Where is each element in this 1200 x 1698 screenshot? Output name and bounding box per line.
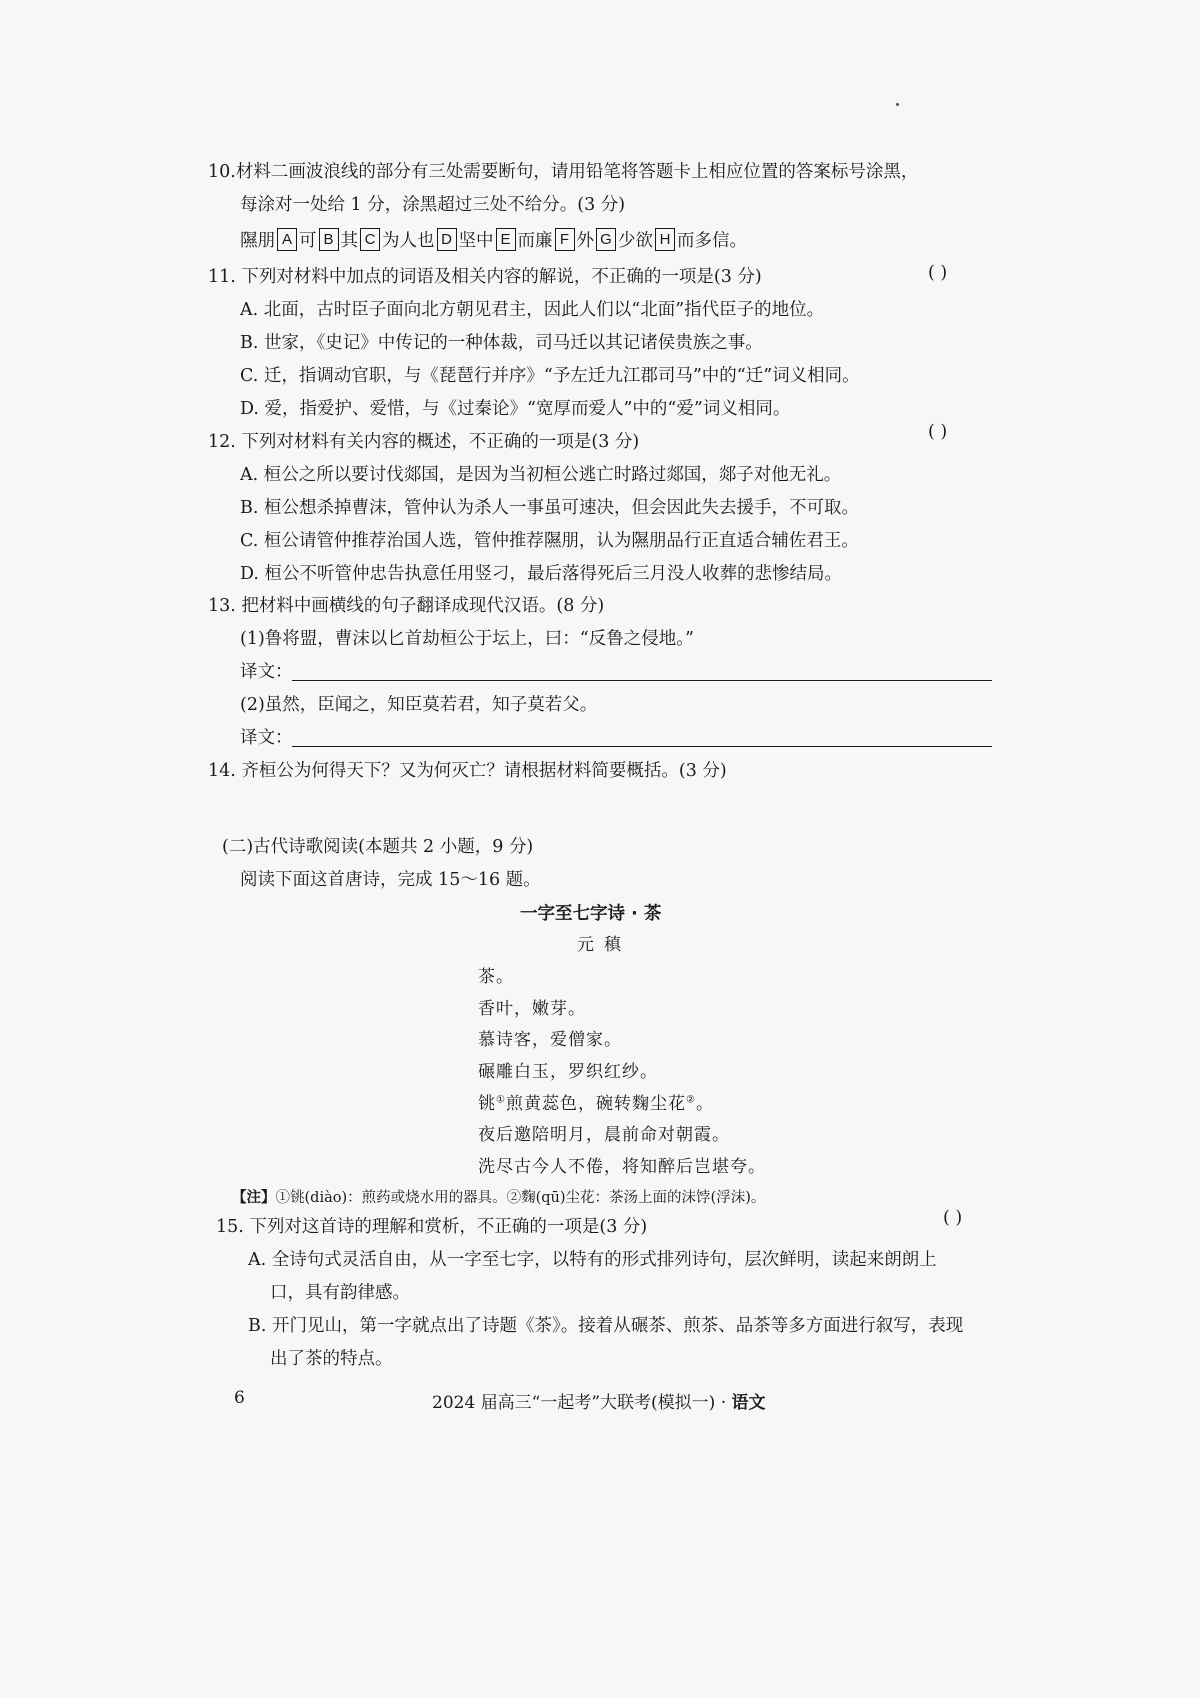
subject-name: 语文: [731, 1393, 766, 1413]
poem-title: 一字至七字诗 · 茶: [520, 904, 662, 924]
poem-footnote: [232, 1186, 765, 1207]
poem-text: 煎黄蕊色，碗转麴尘花: [505, 1094, 686, 1114]
passage-segment: 坚中: [458, 231, 494, 251]
passage-segment: 其: [340, 231, 358, 251]
answer-mark-box[interactable]: D: [437, 228, 457, 251]
q15-stem: 15. 下列对这首诗的理解和赏析，不正确的一项是(3 分): [216, 1217, 648, 1237]
q11-option-b: B. 世家，《史记》中传记的一种体裁，司马迁以其记诸侯贵族之事。: [240, 333, 763, 353]
q15-option-b-line2: 出了茶的特点。: [270, 1349, 393, 1369]
answer-mark-box[interactable]: C: [360, 228, 380, 251]
answer-mark-box[interactable]: E: [496, 228, 516, 251]
q13-translation-label-2: 译文：: [240, 728, 293, 748]
q11-answer-blank[interactable]: ( ): [928, 263, 948, 283]
answer-mark-box[interactable]: F: [555, 228, 575, 251]
q15-answer-blank[interactable]: ( ): [943, 1208, 963, 1228]
poem-text: 。: [695, 1094, 714, 1114]
note-text: ①铫(diào)：煎药或烧水用的器具。②麴(qū)尘花：茶汤上面的沫饽(浮沫)。: [275, 1190, 766, 1206]
passage-segment: 为人也: [382, 231, 435, 251]
q14-stem: 14. 齐桓公为何得天下？又为何灭亡？请根据材料简要概括。(3 分): [208, 761, 727, 781]
poem-line: 碾雕白玉，罗织红纱。: [478, 1062, 658, 1082]
poem-line: 洗尽古今人不倦，将知醉后岂堪夸。: [478, 1157, 766, 1177]
q15-option-a-line2: 口，具有韵律感。: [270, 1283, 410, 1303]
q10-stem-line1: 10.材料二画波浪线的部分有三处需要断句，请用铅笔将答题卡上相应位置的答案标号涂黑，: [208, 162, 919, 182]
passage-segment: 而多信。: [677, 231, 747, 251]
q13-answer-line-2[interactable]: [292, 746, 992, 747]
note-marker: ①: [496, 1094, 506, 1106]
q12-answer-blank[interactable]: ( ): [928, 422, 948, 442]
poem-line: 慕诗客，爱僧家。: [478, 1030, 622, 1050]
passage-segment: 可: [299, 231, 317, 251]
passage-segment: 隰朋: [240, 231, 275, 251]
passage-segment: 少欲: [618, 231, 653, 251]
q11-stem: 11. 下列对材料中加点的词语及相关内容的解说，不正确的一项是(3 分): [208, 267, 762, 287]
answer-mark-box[interactable]: H: [655, 228, 675, 251]
q13-sentence-1: (1)鲁将盟，曹沫以匕首劫桓公于坛上，曰：“反鲁之侵地。”: [240, 629, 694, 649]
q15-option-a-line1: A. 全诗句式灵活自由，从一字至七字，以特有的形式排列诗句，层次鲜明，读起来朗朗上: [248, 1250, 937, 1270]
poem-line: 茶。: [478, 967, 514, 987]
q12-stem: 12. 下列对材料有关内容的概述，不正确的一项是(3 分): [208, 432, 640, 452]
q13-translation-label-1: 译文：: [240, 662, 293, 682]
poem-author: 元稹: [577, 935, 631, 955]
q10-stem-line2: 每涂对一处给 1 分，涂黑超过三处不给分。(3 分): [240, 195, 626, 215]
q12-option-d: D. 桓公不听管仲忠告执意任用竖刁，最后落得死后三月没人收葬的悲惨结局。: [240, 564, 843, 584]
q13-stem: 13. 把材料中画横线的句子翻译成现代汉语。(8 分): [208, 596, 605, 616]
section-heading: (二)古代诗歌阅读(本题共 2 小题，9 分): [222, 837, 534, 857]
q11-option-d: D. 爱，指爱护、爱惜，与《过秦论》“宽厚而爱人”中的“爱”词义相同。: [240, 399, 791, 419]
answer-mark-box[interactable]: B: [319, 228, 339, 251]
passage-segment: 而廉: [517, 231, 553, 251]
footer-exam-title: [432, 1388, 766, 1413]
q12-option-c: C. 桓公请管仲推荐治国人选，管仲推荐隰朋，认为隰朋品行正直适合辅佐君王。: [240, 531, 859, 551]
poem-line-annotated: [478, 1089, 714, 1114]
poem-text: 铫: [478, 1094, 496, 1114]
answer-mark-box[interactable]: G: [596, 228, 616, 251]
q11-option-c: C. 迁，指调动官职，与《琵琶行并序》“予左迁九江郡司马”中的“迁”词义相同。: [240, 366, 860, 386]
q15-option-b-line1: B. 开门见山，第一字就点出了诗题《茶》。接着从碾茶、煎茶、品茶等多方面进行叙写，表现: [248, 1316, 964, 1336]
q10-segmented-passage: [240, 227, 747, 252]
q13-sentence-2: (2)虽然，臣闻之，知臣莫若君，知子莫若父。: [240, 695, 598, 715]
note-label: 【注】: [232, 1189, 276, 1206]
q12-option-a: A. 桓公之所以要讨伐郯国，是因为当初桓公逃亡时路过郯国，郯子对他无礼。: [240, 465, 842, 485]
poem-line: 夜后邀陪明月，晨前命对朝霞。: [478, 1125, 730, 1145]
exam-name: 2024 届高三“一起考”大联考(模拟一) ·: [432, 1393, 732, 1413]
passage-segment: 外: [576, 231, 594, 251]
note-marker: ②: [685, 1094, 696, 1106]
page-number: 6: [234, 1388, 245, 1408]
scan-speck: [896, 103, 899, 106]
answer-mark-box[interactable]: A: [277, 228, 297, 251]
poem-line: 香叶，嫩芽。: [478, 999, 586, 1019]
section-instruction: 阅读下面这首唐诗，完成 15～16 题。: [240, 870, 541, 890]
q11-option-a: A. 北面，古时臣子面向北方朝见君主，因此人们以“北面”指代臣子的地位。: [240, 300, 825, 320]
q13-answer-line-1[interactable]: [292, 680, 992, 681]
q12-option-b: B. 桓公想杀掉曹沫，管仲认为杀人一事虽可速决，但会因此失去援手，不可取。: [240, 498, 859, 518]
